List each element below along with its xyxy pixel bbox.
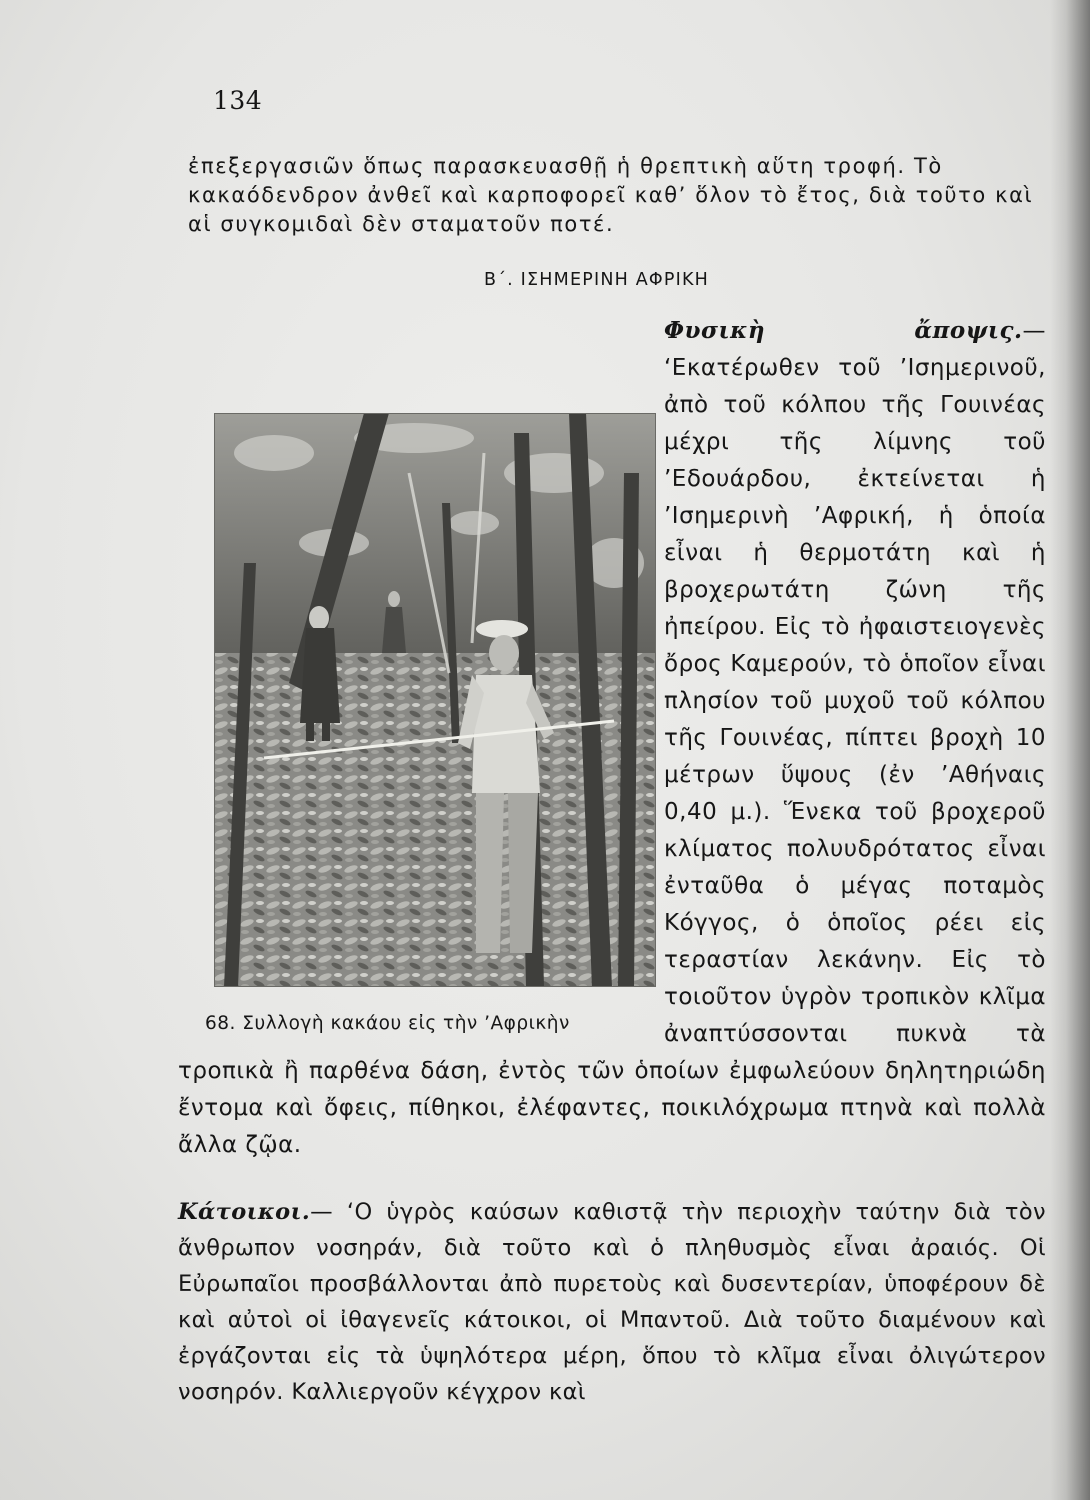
inhabitants-term: Κάτοικοι.	[178, 1199, 311, 1225]
cocoa-harvest-photo	[214, 413, 656, 987]
inhabitants-text: — ‘Ο ὑγρὸς καύσων καθιστᾷ τὴν περιοχὴν ταύτην διὰ τὸν ἄνθρωπον νοσηράν, διὰ τοῦτο καὶ ὁ πληθυσμὸς εἶναι ἀραιός. Οἱ Εὐρωπαῖοι προσβάλλονται ἀπὸ πυρετοὺς καὶ δυσεντερίαν, ὑποφέρουν δὲ καὶ αὐτοὶ οἱ ἰθαγενεῖς κάτοικοι, οἱ Μπαντοῦ. Διὰ τοῦτο διαμένουν καὶ ἐργάζονται εἰς τὰ ὑψηλότερα μέρη, ὅπου τὸ κλῖμα εἶναι ὀλιγώτερον νοσηρόν. Καλλιεργοῦν κέγχρον καὶ	[178, 1199, 1046, 1405]
physical-view-term: Φυσικὴ ἄποψις.	[664, 317, 1023, 344]
inhabitants-paragraph	[178, 1194, 1046, 1410]
page-number: 134	[213, 86, 263, 115]
page-edge-shadow	[1050, 0, 1090, 1500]
section-heading: Β΄. ΙΣΗΜΕΡΙΝΗ ΑΦΡΙΚΗ	[484, 270, 710, 290]
figure-caption: 68. Συλλογὴ κακάου εἰς τὴν ’Αφρικὴν	[205, 1013, 570, 1034]
photo-illustration	[214, 413, 656, 987]
physical-view-text: — ‘Εκατέρωθεν τοῦ ’Ισημερινοῦ, ἀπὸ τοῦ κόλπου τῆς Γουινέας μέχρι τῆς λίμνης τοῦ ’Εδουάρδου, ἐκτείνεται ἡ ’Ισημερινὴ ’Αφρική, ἡ ὁποία εἶναι ἡ θερμοτάτη καὶ ἡ βροχερωτάτη ζώνη τῆς ἠπείρου. Εἰς τὸ ἠφαιστειογενὲς ὄρος Καμερούν, τὸ ὁποῖον εἶναι πλησίον τοῦ μυχοῦ τοῦ κόλπου τῆς Γουινέας, πίπτει βροχὴ 10 μέτρων ὕψους (ἐν ’Αθήναις 0,40 μ.). Ἕνεκα τοῦ βροχεροῦ κλίματος πολυυδρότατος εἶναι ἐνταῦθα ὁ μέγας ποταμὸς Κόγγος, ὁ ὁποῖος ρέει εἰς τεραστίαν λεκάνην. Εἰς τὸ τοιοῦτον ὑγρὸν τροπικὸν κλῖμα ἀναπτύσσονται πυκνὰ τὰ τροπικὰ ἢ παρθένα δάση, ἐντὸς τῶν ὁποίων ἐμφωλεύουν δηλητηριώδη ἔντομα καὶ ὄφεις, πίθηκοι, ἐλέφαντες, ποικιλόχρωμα πτηνὰ καὶ πολλὰ ἄλλα ζῷα.	[178, 318, 1046, 1158]
top-paragraph: ἐπεξεργασιῶν ὅπως παρασκευασθῇ ἡ θρεπτικὴ αὕτη τροφή. Τὸ κακαόδενδρον ἀνθεῖ καὶ καρποφορεῖ καθ’ ὅλον τὸ ἔτος, διὰ τοῦτο καὶ αἱ συγκομιδαὶ δὲν σταματοῦν ποτέ.	[188, 154, 1034, 236]
